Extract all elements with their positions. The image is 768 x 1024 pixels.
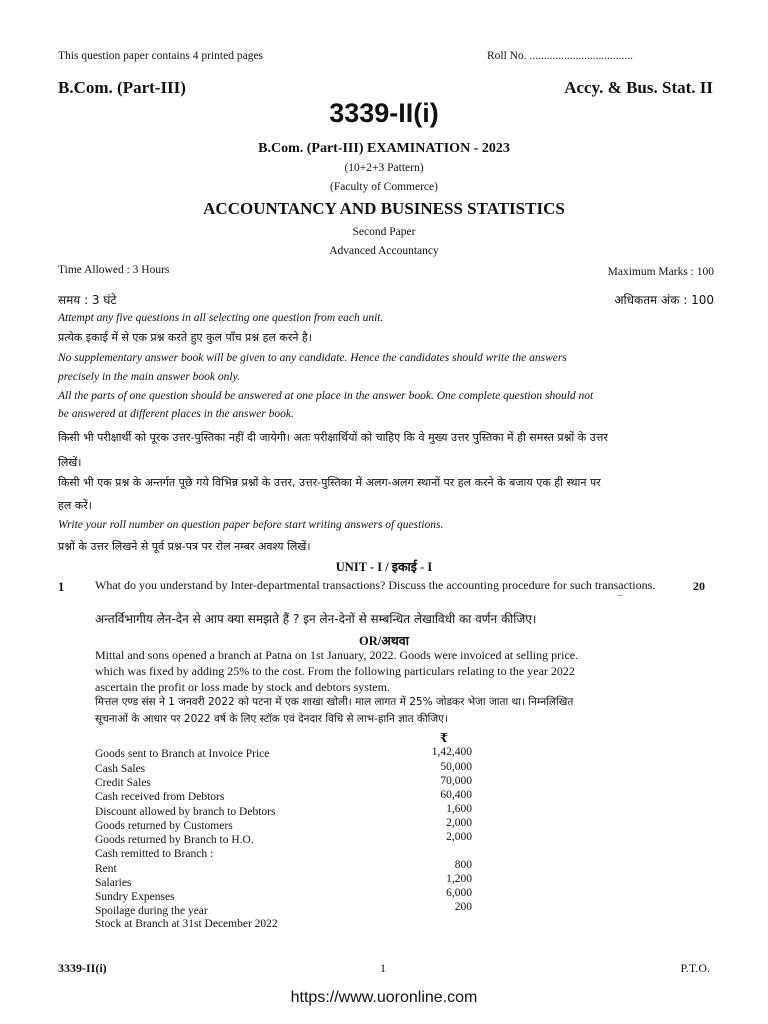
instruction-line: be answered at different places in the answer book. <box>58 408 294 420</box>
question-text-en: What do you understand by Inter-departmental transactions? Discuss the accounting procedure for such transactions. <box>95 578 656 592</box>
alt-question-line-hi: मित्तल एण्ड संस ने 1 जनवरी 2022 को पटना में एक शाखा खोली। माल लागत में 25% जोडकर भेजा जाता था। निम्नलिखित <box>95 696 574 708</box>
table-row-label: Goods sent to Branch at Invoice Price <box>95 748 270 760</box>
table-row-label: Cash received from Debtors <box>95 791 225 803</box>
max-marks-hi: अधिकतम अंक : 100 <box>614 293 714 307</box>
alt-question-line: which was fixed by adding 25% to the cost. From the following particulars relating to the year 2022 <box>95 664 575 678</box>
time-allowed-hi: समय : 3 घंटे <box>58 293 117 307</box>
instruction-line: हल करें। <box>58 499 92 512</box>
instruction-line: प्रश्नों के उत्तर लिखने से पूर्व प्रश्न-पत्र पर रोल नम्बर अवश्य लिखें। <box>58 540 311 553</box>
table-row-value: 50,000 <box>440 761 472 773</box>
table-row-label: Goods returned by Branch to H.O. <box>95 834 254 846</box>
faculty-name: (Faculty of Commerce) <box>330 181 438 193</box>
paper-name: Advanced Accountancy <box>329 245 439 257</box>
footer-paper-code: 3339-II(i) <box>58 961 107 975</box>
table-row-label: Rent <box>95 863 117 875</box>
instruction-line: Attempt any five questions in all selecting one question from each unit. <box>58 312 384 324</box>
exam-title: B.Com. (Part-III) EXAMINATION - 2023 <box>258 141 510 156</box>
table-row-label: Spoilage during the year <box>95 905 208 917</box>
question-marks: 20 <box>693 579 705 593</box>
table-row-value: 2,000 <box>446 831 472 843</box>
question-text-hi: अन्तर्विभागीय लेन-देन से आप क्या समझते हैं ? इन लेन-देनों से सम्बन्धित लेखाविधी का वर्णन कीजिए। <box>95 612 537 626</box>
table-row-value: 800 <box>454 859 472 871</box>
stray-mark: – <box>618 590 623 601</box>
table-row-label: Stock at Branch at 31st December 2022 <box>95 918 278 930</box>
source-url: https://www.uoronline.com <box>290 989 478 1006</box>
page-number: 1 <box>380 961 386 975</box>
instruction-line: precisely in the main answer book only. <box>58 371 240 383</box>
table-row-value: 1,200 <box>446 873 472 885</box>
exam-pattern: (10+2+3 Pattern) <box>344 162 424 174</box>
paper-code: 3339-II(i) <box>329 98 439 128</box>
alt-question-line: Mittal and sons opened a branch at Patna on 1st January, 2022. Goods were invoiced at selling price. <box>95 648 579 662</box>
instruction-line: No supplementary answer book will be given to any candidate. Hence the candidates should write the answers <box>58 352 567 364</box>
table-row-value: 1,42,400 <box>431 746 472 758</box>
subject-code: Accy. & Bus. Stat. II <box>564 78 713 97</box>
instruction-line: Write your roll number on question paper before start writing answers of questions. <box>58 519 444 531</box>
course-name: B.Com. (Part-III) <box>58 78 186 97</box>
paper-title: ACCOUNTANCY AND BUSINESS STATISTICS <box>203 199 565 218</box>
table-row-label: Cash remitted to Branch : <box>95 848 214 860</box>
table-row-label: Cash Sales <box>95 763 146 775</box>
table-row-label: Discount allowed by branch to Debtors <box>95 806 276 818</box>
instruction-line: किसी भी परीक्षार्थी को पूरक उत्तर-पुस्तिका नहीं दी जायेगी। अतः परीक्षार्थियों को चाहिए कि वे मुख्य उत्तर पुस्तिका में ही समस्त प्रश्नों के उत्तर <box>58 431 608 444</box>
time-allowed-en: Time Allowed : 3 Hours <box>58 264 170 276</box>
table-row-value: 6,000 <box>446 887 472 899</box>
table-row-label: Sundry Expenses <box>95 891 175 903</box>
table-row-value: 2,000 <box>446 817 472 829</box>
table-row-label: Goods returned by Customers <box>95 820 233 832</box>
alt-question-line: ascertain the profit or loss made by stock and debtors system. <box>95 680 390 694</box>
please-turn-over: P.T.O. <box>680 961 710 975</box>
printed-pages-note: This question paper contains 4 printed pages <box>58 50 264 62</box>
roll-number-field: Roll No. .................................... <box>487 50 633 62</box>
table-row-value: 60,400 <box>440 789 472 801</box>
unit-heading: UNIT - I / इकाई - I <box>335 560 433 574</box>
table-row-label: Credit Sales <box>95 777 151 789</box>
max-marks-en: Maximum Marks : 100 <box>607 266 714 278</box>
alt-question-line-hi: सूचनाओं के आधार पर 2022 वर्ष के लिए स्टॉक एवं देनदार विधि से लाभ-हानि ज्ञात कीजिए। <box>95 713 448 725</box>
instruction-line: लिखें। <box>58 456 82 469</box>
paper-number: Second Paper <box>352 226 416 238</box>
instruction-line: प्रत्येक इकाई में से एक प्रश्न करते हुए कुल पाँच प्रश्न हल करने है। <box>58 331 312 344</box>
question-number: 1 <box>58 580 65 594</box>
table-row-value: 1,600 <box>446 803 472 815</box>
instruction-line: किसी भी एक प्रश्न के अन्तर्गत पूछे गये विभिन्न प्रश्नों के उत्तर, उत्तर-पुस्तिका में अलग-अलग स्थानों पर हल करने के बजाय एक ही स्थान पर <box>58 476 601 489</box>
or-divider: OR/अथवा <box>359 634 409 648</box>
table-row-value: 200 <box>454 901 472 913</box>
table-row-label: Salaries <box>95 877 132 889</box>
currency-header: ₹ <box>439 731 449 745</box>
table-row-value: 70,000 <box>440 775 472 787</box>
instruction-line: All the parts of one question should be answered at one place in the answer book. One complete question should not <box>58 390 594 402</box>
